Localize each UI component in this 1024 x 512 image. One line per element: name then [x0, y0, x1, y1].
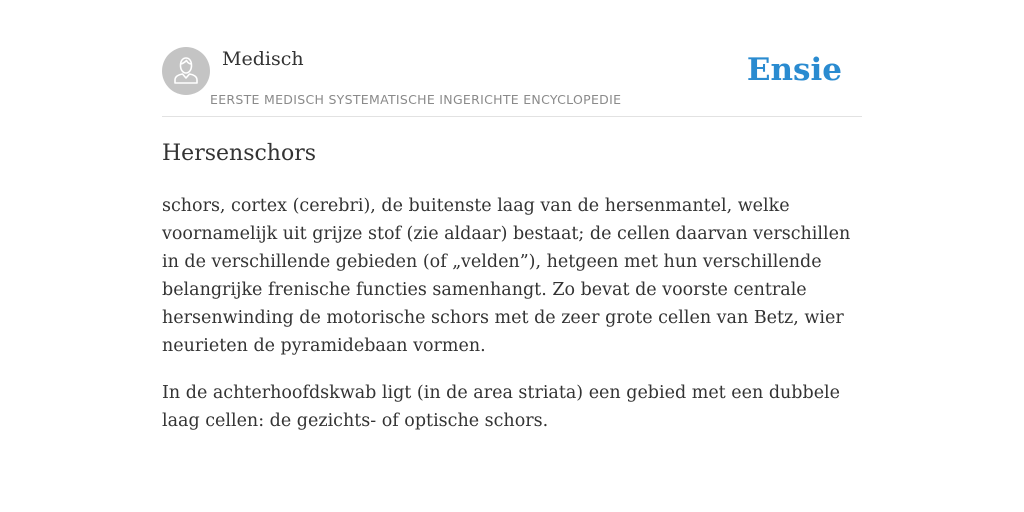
source-subtitle: EERSTE MEDISCH SYSTEMATISCHE INGERICHTE ENCYCLOPEDIE	[210, 92, 622, 107]
article-title: Hersenschors	[162, 141, 317, 166]
article-body	[162, 192, 862, 454]
brand-logo[interactable]: Ensie	[746, 52, 842, 88]
article-paragraph: schors, cortex (cerebri), de buitenste laag van de hersenmantel, welke voornamelijk uit grijze stof (zie aldaar) bestaat; de cellen daarvan verschillen in de verschillende gebieden (of „velden”), hetgeen met hun verschillende belangrijke frenische functies samenhangt. Zo bevat de voorste centrale hersenwinding de motorische schors met de zeer grote cellen van Betz, wier neurieten de pyramidebaan vormen.	[162, 196, 851, 356]
source-name[interactable]: Medisch	[222, 48, 304, 70]
article-paragraph: In de achterhoofdskwab ligt (in de area striata) een gebied met een dubbele laag cellen: de gezichts- of optische schors.	[162, 383, 841, 431]
source-header	[162, 46, 862, 117]
user-avatar-icon[interactable]	[162, 47, 210, 95]
